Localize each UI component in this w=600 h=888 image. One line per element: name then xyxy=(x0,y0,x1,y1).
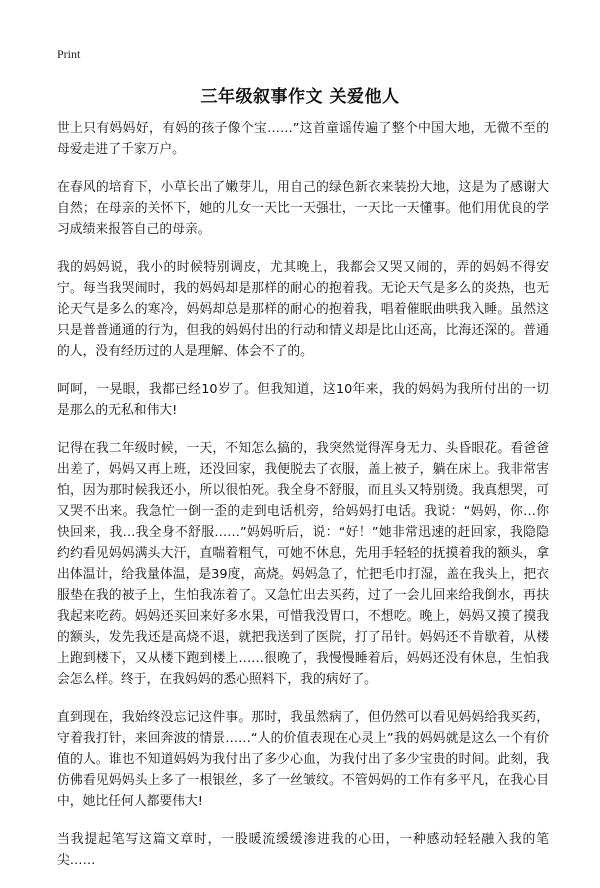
page-title: 三年级叙事作文 关爱他人 xyxy=(200,87,400,107)
paragraph-2: 在春风的培育下，小草长出了嫩芽儿，用自己的绿色新衣来装扮大地，这是为了感谢大自然；在母亲的关怀下，她的儿女一天比一天强壮，一天比一天懂事。他们用优良的学习成绩来报答自己的母亲。 xyxy=(57,180,549,237)
paragraph-4: 呵呵，一晃眼，我都已经10岁了。但我知道，这10年来，我的妈妈为我所付出的一切是那么的无私和伟大! xyxy=(57,382,549,418)
paragraph-5: 记得在我二年级时候，一天，不知怎么搞的，我突然觉得浑身无力、头昏眼花。看爸爸出差了，妈妈又再上班，还没回家，我便脱去了衣服，盖上被子，躺在床上。我非常害怕，因为那时候我还小，所以很怕死。我全身不舒服，而且头又特别烫。我真想哭，可又哭不出来。我急忙一倒一歪的走到电话机旁，给妈妈打电话。我说：“妈妈，你…你快回来，我…我全身不舒服……”妈妈听后，说：“好！”她非常迅速的赶回家，我隐隐约约看见妈妈满头大汗，直喘着粗气，可她不休息，先用手轻轻的抚摸着我的额头，拿出体温计，给我量体温，是39度，高烧。妈妈急了，忙把毛巾打湿，盖在我头上，把衣服垫在我的被子上，生怕我冻着了。又急忙出去买药，过了一会儿回来给我倒水，再扶我起来吃药。妈妈还买回来好多水果，可惜我没胃口，不想吃。晚上，妈妈又摸了摸我的额头，发先我还是高烧不退，就把我送到了医院，打了吊针。妈妈还不肯歇着，从楼上跑到楼下，又从楼下跑到楼上……很晚了，我慢慢睡着后，妈妈还没有休息，生怕我会怎么样。终于，在我妈妈的悉心照料下，我的病好了。 xyxy=(57,441,549,687)
paragraph-6: 直到现在，我始终没忘记这件事。那时，我虽然病了，但仍然可以看见妈妈给我买药，守着我打针，来回奔波的情景……“人的价值表现在心灵上”我的妈妈就是这么一个有价值的人。谁也不知道妈妈为我付出了多少心血，为我付出了多少宝贵的时间。此刻，我仿佛看见妈妈头上多了一根银丝，多了一丝皱纹。不管妈妈的工作有多平凡，在我心目中，她比任何人都要伟大! xyxy=(57,710,549,809)
paragraph-3: 我的妈妈说，我小的时候特别调皮，尤其晚上，我都会又哭又闹的，弄的妈妈不得安宁。每当我哭闹时，我的妈妈却是那样的耐心的抱着我。无论天气是多么的炎热，也无论天气是多么的寒冷，妈妈却总是那样的耐心的抱着我，唱着催眠曲哄我入睡。虽然这只是普普通通的行为，但我的妈妈付出的行动和情义却是比山还高，比海还深的。普通的人，没有经历过的人是理解、体会不了的。 xyxy=(57,260,549,359)
print-link[interactable]: Print xyxy=(57,47,81,61)
paragraph-1: 世上只有妈妈好，有妈的孩子像个宝……”这首童谣传遍了整个中国大地，无微不至的母爱走进了千家万户。 xyxy=(57,121,549,157)
paragraph-7: 当我提起笔写这篇文章时，一股暖流缓缓渗进我的心田，一种感动轻轻融入我的笔尖…… xyxy=(57,832,549,868)
article-body xyxy=(57,118,549,888)
